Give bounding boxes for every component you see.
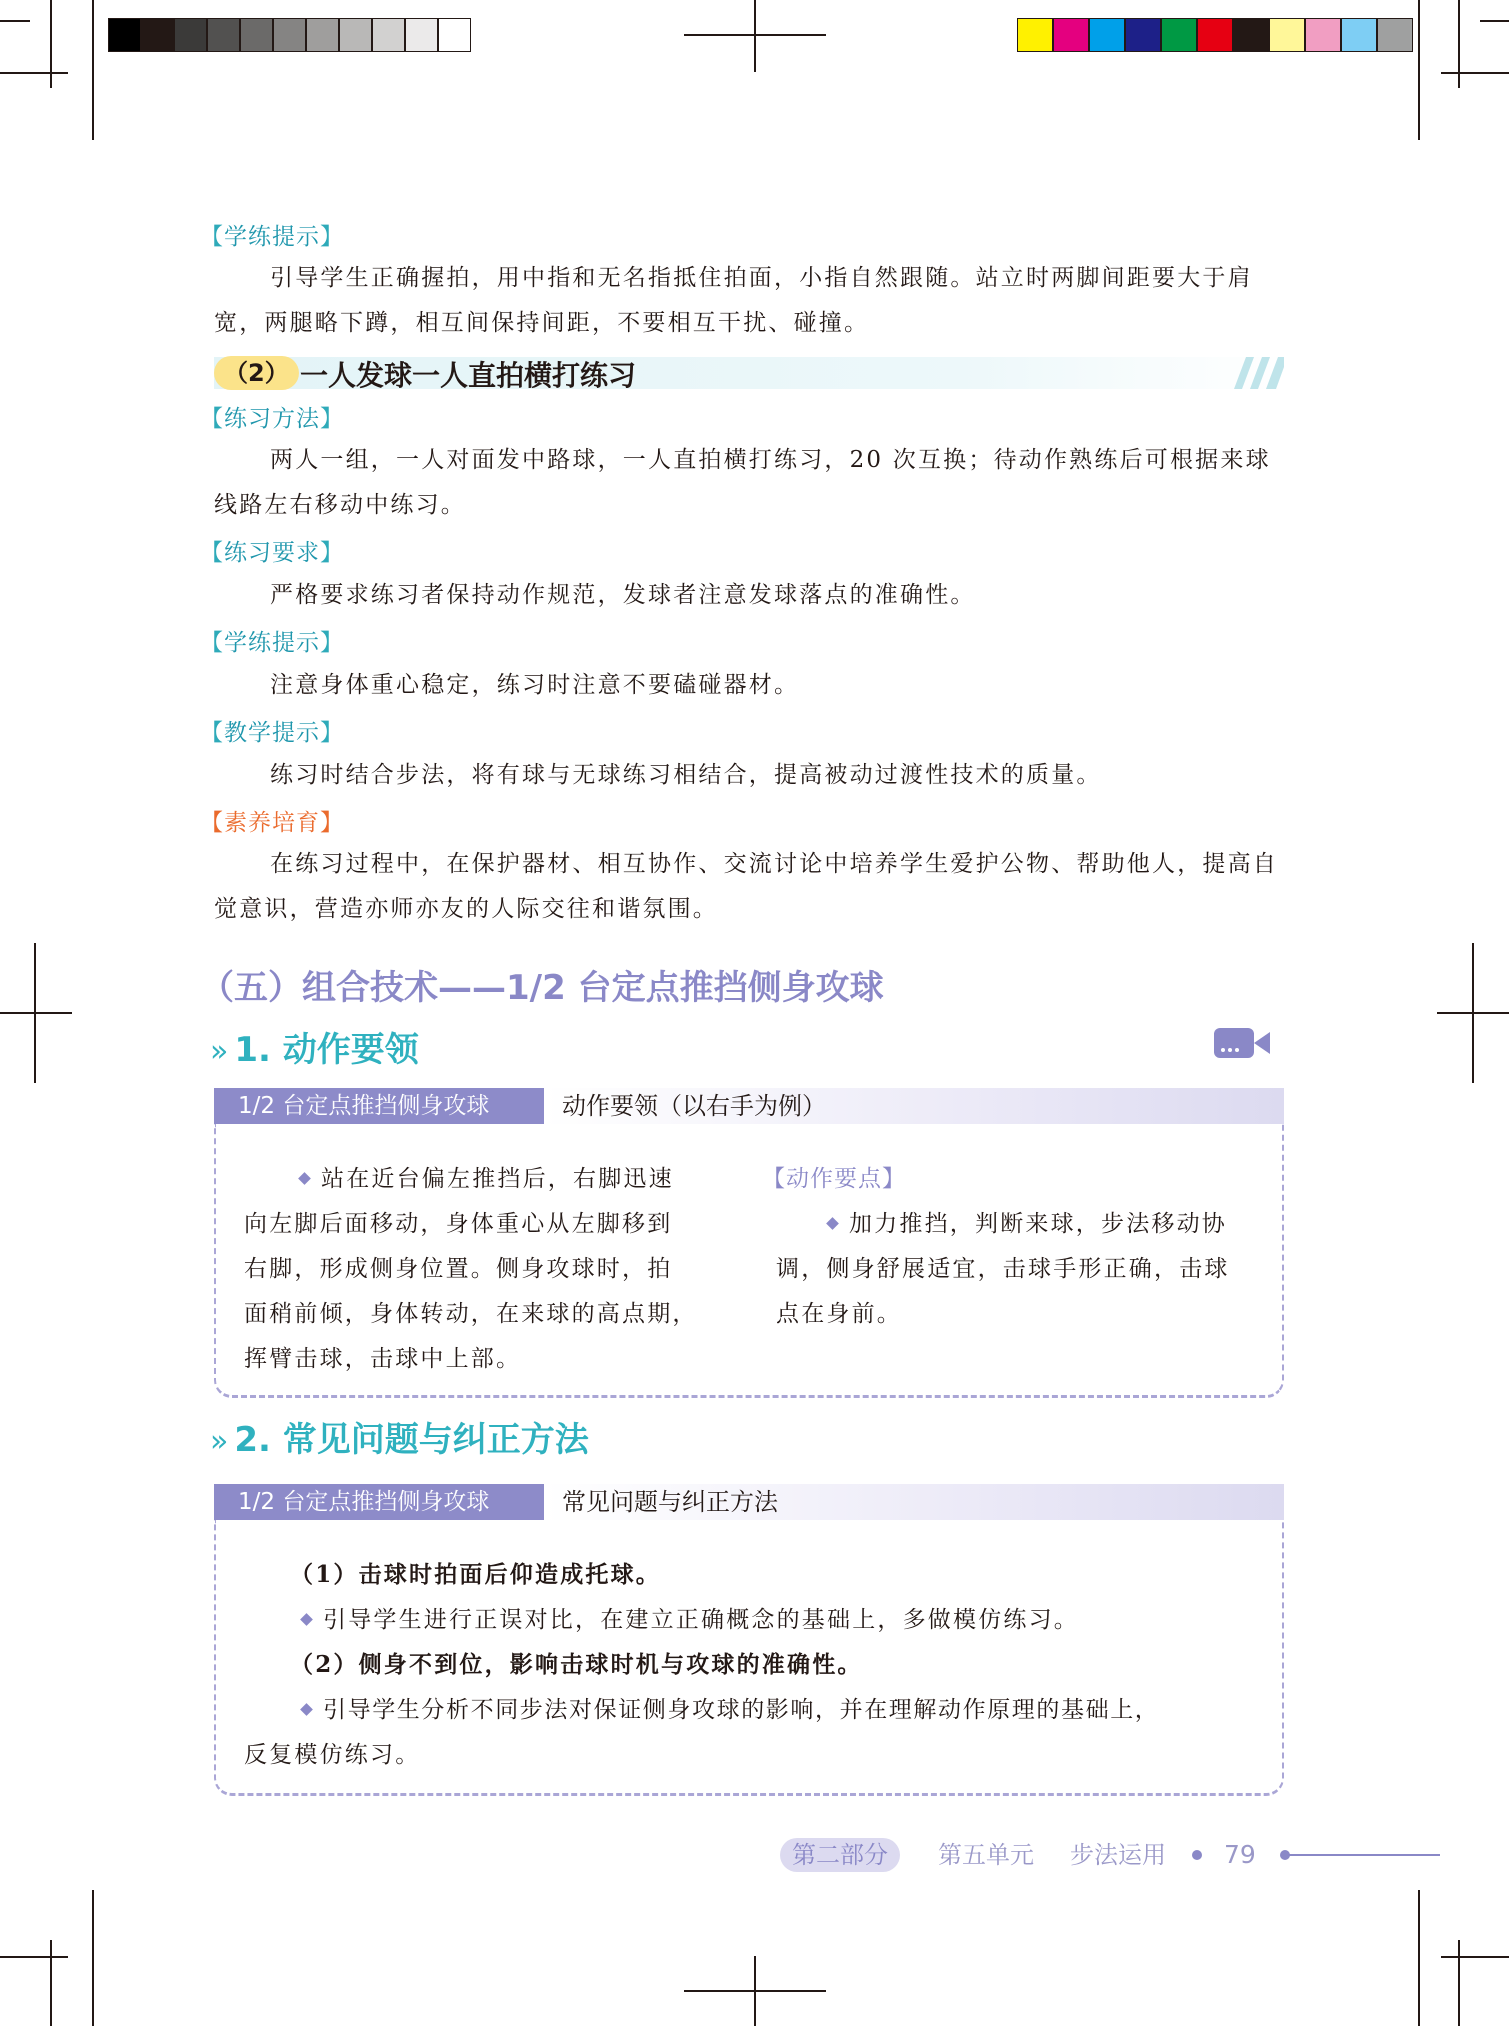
color-swatch (1017, 18, 1053, 52)
key-points-bar-label: 1/2 台定点推挡侧身攻球 (214, 1088, 544, 1124)
drill-title: 一人发球一人直拍横打练习 (300, 359, 637, 392)
color-swatch (1161, 18, 1197, 52)
color-swatch (1305, 18, 1341, 52)
subsection-2-title: » 2. 常见问题与纠正方法 (210, 1420, 589, 1460)
diamond-bullet-icon (298, 1172, 311, 1185)
color-swatch (1125, 18, 1161, 52)
action-points-line-1: 加力推挡，判断来球，步法移动协 (776, 1205, 1227, 1238)
tag-action-points: 【动作要点】 (762, 1166, 906, 1192)
section-title: （五）组合技术——1/2 台定点推挡侧身攻球 (200, 968, 884, 1008)
page-number: 79 (1224, 1840, 1256, 1869)
video-camera-icon[interactable] (1214, 1026, 1270, 1060)
key-points-left-line-5: 挥臂击球，击球中上部。 (244, 1346, 522, 1372)
gray-swatch (141, 18, 174, 52)
gray-swatch (306, 18, 339, 52)
footer-dot-icon (1192, 1850, 1202, 1860)
footer-unit: 第五单元 (938, 1841, 1034, 1869)
diamond-bullet-icon (826, 1217, 839, 1230)
gray-swatch (174, 18, 207, 52)
key-points-bar-title: 动作要领（以右手为例） (544, 1088, 1284, 1124)
subsection-1-title: » 1. 动作要领 (210, 1030, 419, 1070)
diamond-bullet-icon (300, 1703, 313, 1716)
tag-teaching-tip: 【教学提示】 (200, 720, 344, 746)
footer-part-badge: 第二部分 (780, 1838, 900, 1872)
fix-2-line-2: 反复模仿练习。 (244, 1742, 421, 1768)
gray-swatch (339, 18, 372, 52)
practice-tip-text: 引导学生正确握拍，用中指和无名指抵住拍面，小指自然跟随。站立时两脚间距要大于肩宽，两腿略下蹲，相互间保持间距，不要相互干扰、碰撞。 (214, 265, 1253, 336)
practice-method-text: 两人一组，一人对面发中路球，一人直拍横打练习，20 次互换；待动作熟练后可根据来球线路左右移动中练习。 (214, 447, 1271, 518)
color-swatch (1269, 18, 1305, 52)
footer-rule (1288, 1854, 1440, 1856)
color-swatch (1377, 18, 1413, 52)
key-points-left-line-2: 向左脚后面移动，身体重心从左脚移到 (244, 1211, 673, 1237)
key-points-left-line-4: 面稍前倾，身体转动，在来球的高点期， (244, 1301, 698, 1327)
color-swatch (1197, 18, 1233, 52)
chevron-icon: » (210, 1034, 229, 1069)
tag-practice-tip: 【学练提示】 (200, 224, 344, 250)
gray-swatch (372, 18, 405, 52)
tag-practice-requirement: 【练习要求】 (200, 540, 344, 566)
problem-2: （2）侧身不到位，影响击球时机与攻球的准确性。 (290, 1651, 863, 1678)
fix-1: 引导学生进行正误对比，在建立正确概念的基础上，多做模仿练习。 (298, 1601, 1079, 1634)
chevron-icon: » (210, 1424, 229, 1459)
color-swatch (1053, 18, 1089, 52)
gray-swatch (273, 18, 306, 52)
tag-practice-method: 【练习方法】 (200, 406, 344, 432)
cultivation-text: 在练习过程中，在保护器材、相互协作、交流讨论中培养学生爱护公物、帮助他人，提高自觉意识，营造亦师亦友的人际交往和谐氛围。 (214, 851, 1278, 922)
practice-tip-2-text: 注意身体重心稳定，练习时注意不要磕碰器材。 (270, 672, 800, 698)
drill-number-badge: （2） (214, 356, 299, 390)
diamond-bullet-icon (300, 1613, 313, 1626)
gray-swatch (405, 18, 438, 52)
key-points-left-line-1: 站在近台偏左推挡后，右脚迅速 (244, 1160, 674, 1193)
action-points-line-3: 点在身前。 (776, 1301, 902, 1327)
tag-practice-tip-2: 【学练提示】 (200, 630, 344, 656)
stripe-decoration (1224, 357, 1284, 389)
color-swatch (1089, 18, 1125, 52)
problems-bar-label: 1/2 台定点推挡侧身攻球 (214, 1484, 544, 1520)
problem-1: （1）击球时拍面后仰造成托球。 (290, 1561, 662, 1588)
practice-requirement-text: 严格要求练习者保持动作规范，发球者注意发球落点的准确性。 (270, 582, 976, 608)
gray-swatch (240, 18, 273, 52)
footer-topic: 步法运用 (1070, 1841, 1166, 1869)
gray-swatch (438, 18, 471, 52)
gray-swatch (108, 18, 141, 52)
fix-2-line-1: 引导学生分析不同步法对保证侧身攻球的影响，并在理解动作原理的基础上， (298, 1691, 1159, 1724)
action-points-line-2: 调，侧身舒展适宜，击球手形正确，击球 (776, 1256, 1230, 1282)
gray-swatch (207, 18, 240, 52)
tag-cultivation: 【素养培育】 (200, 810, 344, 836)
key-points-left-line-3: 右脚，形成侧身位置。侧身攻球时，拍 (244, 1256, 673, 1282)
color-swatch (1233, 18, 1269, 52)
problems-bar-title: 常见问题与纠正方法 (544, 1484, 1284, 1520)
color-swatch (1341, 18, 1377, 52)
teaching-tip-text: 练习时结合步法，将有球与无球练习相结合，提高被动过渡性技术的质量。 (270, 762, 1102, 788)
